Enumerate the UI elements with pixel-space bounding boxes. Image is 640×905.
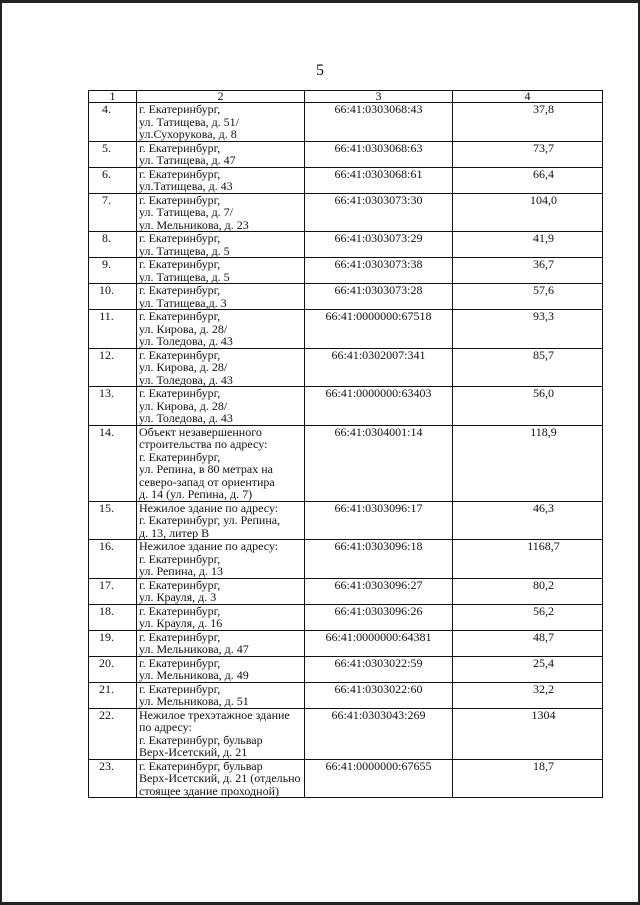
address-line: ул. Толедова, д. 43 <box>139 372 233 387</box>
table-row <box>89 167 603 193</box>
address-line: г. Екатеринбург, бульвар <box>139 759 263 773</box>
address-cell <box>137 232 305 258</box>
area-value: 32,2 <box>453 682 603 708</box>
address-cell <box>137 193 305 232</box>
area-value: 73,7 <box>453 141 603 167</box>
cadastral-number: 66:41:0303073:29 <box>305 232 453 258</box>
address-line: ул. Крауля, д. 3 <box>139 590 217 604</box>
address-line: Верх-Исетский, д. 21 (отдельно <box>139 771 301 785</box>
address-line: г. Екатеринбург, <box>139 551 221 566</box>
cadastral-number: 66:41:0303096:27 <box>305 578 453 604</box>
address-line: г. Екатеринбург, <box>139 257 221 271</box>
address-cell <box>137 682 305 708</box>
cadastral-number: 66:41:0303073:28 <box>305 284 453 310</box>
column-number: 3 <box>305 91 453 103</box>
column-number-row <box>89 91 603 103</box>
column-number: 1 <box>89 91 137 103</box>
address-line: г. Екатеринбург, <box>139 102 221 116</box>
area-value: 56,2 <box>453 604 603 630</box>
address-line: г. Екатеринбург, <box>139 578 221 592</box>
address-cell <box>137 656 305 682</box>
table-body <box>89 91 603 798</box>
area-value: 1304 <box>453 708 603 759</box>
address-cell <box>137 387 305 426</box>
address-line: Нежилое трехэтажное здание <box>139 708 290 722</box>
table-row <box>89 425 603 501</box>
address-cell <box>137 604 305 630</box>
table-row <box>89 656 603 682</box>
cadastral-number: 66:41:0302007:341 <box>305 348 453 387</box>
column-number: 2 <box>137 91 305 103</box>
address-line: ул. Кирова, д. 28/ <box>139 398 228 413</box>
table-row <box>89 141 603 167</box>
table-row <box>89 284 603 310</box>
row-number: 4. <box>89 103 137 142</box>
address-line: Нежилое здание по адресу: <box>139 539 279 553</box>
address-cell <box>137 284 305 310</box>
column-number: 4 <box>453 91 603 103</box>
table-row <box>89 387 603 426</box>
address-line: ул. Кирова, д. 28/ <box>139 360 228 374</box>
cadastral-number: 66:41:0303096:18 <box>305 540 453 579</box>
address-line: Объект незавершенного <box>139 425 262 439</box>
area-value: 57,6 <box>453 284 603 310</box>
address-line: ул. Татищева, д. 47 <box>139 153 236 167</box>
table-row <box>89 501 603 540</box>
address-line: Верх-Исетский, д. 21 <box>139 745 248 759</box>
address-line: ул. Толедова, д. 43 <box>139 334 233 348</box>
area-value: 80,2 <box>453 578 603 604</box>
cadastral-number: 66:41:0000000:67655 <box>305 759 453 798</box>
address-cell <box>137 708 305 759</box>
address-cell <box>137 630 305 656</box>
table-row <box>89 630 603 656</box>
table-row <box>89 103 603 142</box>
table-row <box>89 604 603 630</box>
row-number: 19. <box>89 630 137 656</box>
row-number: 17. <box>89 578 137 604</box>
address-line: г. Екатеринбург, <box>139 193 221 207</box>
cadastral-number: 66:41:0303043:269 <box>305 708 453 759</box>
cadastral-number: 66:41:0304001:14 <box>305 425 453 501</box>
table-row <box>89 708 603 759</box>
area-value: 85,7 <box>453 348 603 387</box>
address-line: по адресу: <box>139 720 192 734</box>
row-number: 18. <box>89 604 137 630</box>
row-number: 20. <box>89 656 137 682</box>
address-line: д. 13, литер В <box>139 525 210 540</box>
table-row <box>89 759 603 798</box>
area-value: 104,0 <box>453 193 603 232</box>
address-line: Нежилое здание по адресу: <box>139 501 279 515</box>
row-number: 5. <box>89 141 137 167</box>
area-value: 56,0 <box>453 387 603 426</box>
address-line: ул. Репина, д. 13 <box>139 564 223 578</box>
cadastral-number: 66:41:0303096:26 <box>305 604 453 630</box>
address-line: г. Екатеринбург, <box>139 386 221 400</box>
row-number: 14. <box>89 425 137 501</box>
address-line: ул. Крауля, д. 16 <box>139 616 223 630</box>
address-line: стоящее здание проходной) <box>139 783 279 798</box>
row-number: 12. <box>89 348 137 387</box>
row-number: 6. <box>89 167 137 193</box>
address-line: ул. Татищева,д. 3 <box>139 295 227 310</box>
scan-border-left <box>0 0 2 905</box>
cadastral-number: 66:41:0303022:60 <box>305 682 453 708</box>
address-cell <box>137 425 305 501</box>
scan-border-top <box>0 0 640 3</box>
cadastral-number: 66:41:0303068:63 <box>305 141 453 167</box>
address-cell <box>137 348 305 387</box>
address-cell <box>137 578 305 604</box>
address-line: ул.Сухорукова, д. 8 <box>139 127 237 141</box>
property-table <box>88 90 603 798</box>
table-row <box>89 310 603 349</box>
row-number: 15. <box>89 501 137 540</box>
table-row <box>89 540 603 579</box>
address-cell <box>137 310 305 349</box>
address-line: г. Екатеринбург, <box>139 231 221 245</box>
address-line: ул. Кирова, д. 28/ <box>139 321 228 336</box>
address-cell <box>137 103 305 142</box>
cadastral-number: 66:41:0303068:61 <box>305 167 453 193</box>
address-cell <box>137 141 305 167</box>
table-row <box>89 578 603 604</box>
cadastral-number: 66:41:0303073:30 <box>305 193 453 232</box>
area-value: 1168,7 <box>453 540 603 579</box>
row-number: 13. <box>89 387 137 426</box>
row-number: 10. <box>89 284 137 310</box>
table-row <box>89 258 603 284</box>
address-line: г. Екатеринбург, <box>139 167 221 181</box>
address-cell <box>137 501 305 540</box>
table-row <box>89 232 603 258</box>
address-cell <box>137 759 305 798</box>
row-number: 22. <box>89 708 137 759</box>
address-line: г. Екатеринбург, <box>139 682 221 696</box>
address-line: ул.Татищева, д. 43 <box>139 179 233 193</box>
area-value: 66,4 <box>453 167 603 193</box>
row-number: 9. <box>89 258 137 284</box>
address-line: ул. Татищева, д. 5 <box>139 269 230 284</box>
address-line: северо-запад от ориентира <box>139 474 275 489</box>
address-line: г. Екатеринбург, <box>139 141 221 155</box>
page-number: 5 <box>316 62 324 79</box>
table-row <box>89 348 603 387</box>
address-line: строительства по адресу: <box>139 437 268 451</box>
row-number: 23. <box>89 759 137 798</box>
row-number: 11. <box>89 310 137 349</box>
area-value: 118,9 <box>453 425 603 501</box>
area-value: 36,7 <box>453 258 603 284</box>
address-line: г. Екатеринбург, ул. Репина, <box>139 513 281 527</box>
cadastral-number: 66:41:0000000:64381 <box>305 630 453 656</box>
address-line: ул. Мельникова, д. 51 <box>139 694 249 708</box>
table-row <box>89 682 603 708</box>
cadastral-number: 66:41:0303073:38 <box>305 258 453 284</box>
address-cell <box>137 540 305 579</box>
area-value: 41,9 <box>453 232 603 258</box>
address-line: г. Екатеринбург, <box>139 630 221 644</box>
table-row <box>89 193 603 232</box>
cadastral-number: 66:41:0303096:17 <box>305 501 453 540</box>
address-line: ул. Мельникова, д. 49 <box>139 668 249 682</box>
address-line: ул. Репина, в 80 метрах на <box>139 462 273 476</box>
row-number: 8. <box>89 232 137 258</box>
area-value: 25,4 <box>453 656 603 682</box>
row-number: 21. <box>89 682 137 708</box>
address-line: г. Екатеринбург, <box>139 348 221 362</box>
cadastral-number: 66:41:0303022:59 <box>305 656 453 682</box>
address-line: ул. Мельникова, д. 23 <box>139 217 249 232</box>
row-number: 16. <box>89 540 137 579</box>
area-value: 18,7 <box>453 759 603 798</box>
area-value: 37,8 <box>453 103 603 142</box>
address-line: г. Екатеринбург, <box>139 604 221 618</box>
cadastral-number: 66:41:0303068:43 <box>305 103 453 142</box>
address-line: ул. Толедова, д. 43 <box>139 411 233 425</box>
address-line: г. Екатеринбург, <box>139 283 221 297</box>
address-cell <box>137 258 305 284</box>
row-number: 7. <box>89 193 137 232</box>
address-line: г. Екатеринбург, <box>139 656 221 670</box>
address-line: ул. Мельникова, д. 47 <box>139 642 249 656</box>
address-line: г. Екатеринбург, <box>139 309 221 323</box>
cadastral-number: 66:41:0000000:63403 <box>305 387 453 426</box>
address-line: г. Екатеринбург, бульвар <box>139 732 263 747</box>
area-value: 48,7 <box>453 630 603 656</box>
address-line: г. Екатеринбург, <box>139 449 221 464</box>
address-line: ул. Татищева, д. 51/ <box>139 114 240 129</box>
address-line: ул. Татищева, д. 5 <box>139 243 230 258</box>
address-line: д. 14 (ул. Репина, д. 7) <box>139 487 253 501</box>
address-cell <box>137 167 305 193</box>
area-value: 46,3 <box>453 501 603 540</box>
address-line: ул. Татищева, д. 7/ <box>139 205 234 219</box>
area-value: 93,3 <box>453 310 603 349</box>
cadastral-number: 66:41:0000000:67518 <box>305 310 453 349</box>
